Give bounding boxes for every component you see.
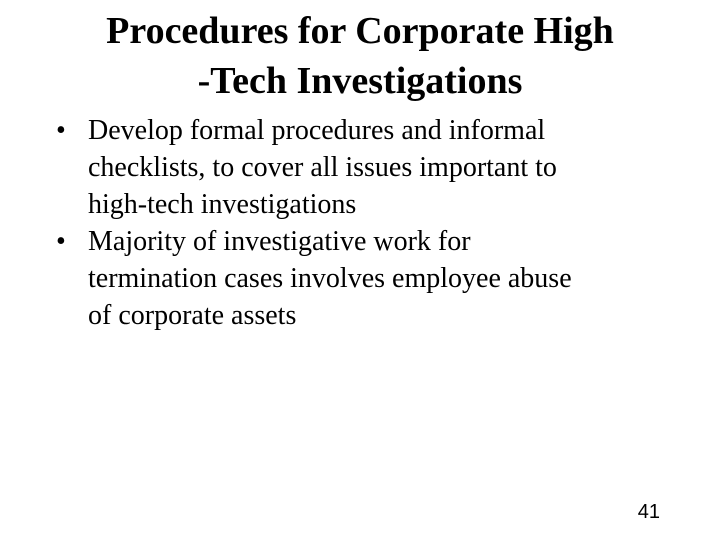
bullet-item bbox=[56, 112, 676, 223]
slide-title-line-1: Procedures for Corporate High bbox=[106, 10, 614, 52]
bullet-text-line: Develop formal procedures and informal bbox=[88, 115, 546, 146]
bullet-text-line: high-tech investigations bbox=[88, 189, 357, 220]
page-number: 41 bbox=[637, 501, 660, 523]
bullet-dot-icon: • bbox=[56, 226, 66, 257]
slide-title bbox=[40, 6, 680, 106]
slide-title-line-2: -Tech Investigations bbox=[197, 60, 523, 102]
bullet-text-line: Majority of investigative work for bbox=[88, 226, 471, 257]
bullet-text-line: of corporate assets bbox=[88, 300, 297, 331]
bullet-item bbox=[56, 223, 676, 334]
bullet-dot-icon: • bbox=[56, 115, 66, 146]
bullet-text-line: checklists, to cover all issues important to bbox=[88, 152, 557, 183]
bullet-list bbox=[56, 112, 676, 334]
bullet-text-line: termination cases involves employee abuse bbox=[88, 263, 572, 294]
